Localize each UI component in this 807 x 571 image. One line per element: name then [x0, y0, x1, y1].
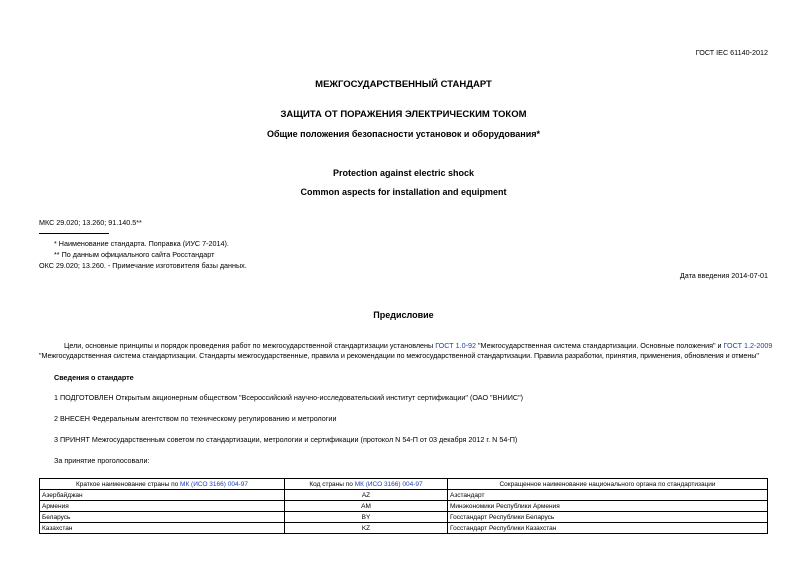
- voting-countries-table: [39, 478, 768, 534]
- country-code: KZ: [285, 523, 448, 534]
- footnote-divider: [39, 233, 109, 234]
- mk-iso-3166-link[interactable]: МК (ИСО 3166) 004-97: [354, 480, 423, 488]
- foreword-para1-text-a: Цели, основные принципы и порядок проведения работ по межгосударственной стандартизации установлены: [64, 341, 436, 350]
- standards-body: Минэкономики Республики Армения: [448, 501, 768, 512]
- foreword-para1-text-b: "Межгосударственная система стандартизации. Основные положения" и: [476, 341, 724, 350]
- header-country-code: Код страны по МК (ИСО 3166) 004-97: [285, 479, 448, 490]
- title-ru-sub: Общие положения безопасности установок и оборудования*: [266, 129, 541, 139]
- document-id: ГОСТ IEC 61140-2012: [695, 48, 768, 57]
- table-row: [40, 490, 768, 501]
- standard-info-heading: Сведения о стандарте: [54, 373, 134, 382]
- intro-date: Дата введения 2014-07-01: [679, 271, 768, 280]
- standards-body: Госстандарт Республики Казахстан: [448, 523, 768, 534]
- foreword-heading: Предисловие: [373, 310, 434, 320]
- standard-kind: МЕЖГОСУДАРСТВЕННЫЙ СТАНДАРТ: [315, 79, 492, 90]
- table-row: [40, 501, 768, 512]
- voted-label: За принятие проголосовали:: [54, 456, 150, 465]
- title-ru-main: ЗАЩИТА ОТ ПОРАЖЕНИЯ ЭЛЕКТРИЧЕСКИМ ТОКОМ: [280, 109, 527, 120]
- table-row: [40, 523, 768, 534]
- info-item-3: 3 ПРИНЯТ Межгосударственным советом по стандартизации, метрологии и сертификации (протокол N 54-П от 03 декабря 2012 г. N 54-П): [54, 435, 518, 444]
- mks-codes: МКС 29.020; 13.260; 91.140.5**: [39, 218, 142, 227]
- footnote-1: * Наименование стандарта. Поправка (ИУС 7-2014).: [54, 239, 229, 248]
- standards-body: Азстандарт: [448, 490, 768, 501]
- title-en-sub: Common aspects for installation and equipment: [300, 187, 507, 197]
- gost-1-0-92-link[interactable]: ГОСТ 1.0-92: [435, 341, 476, 350]
- info-item-1: 1 ПОДГОТОВЛЕН Открытым акционерным обществом "Всероссийский научно-исследовательский институт сертификации" (ОАО "ВНИИС"): [54, 393, 524, 402]
- country-name: Азербайджан: [40, 490, 285, 501]
- footnote-3: ОКС 29.020; 13.260. - Примечание изготовителя базы данных.: [39, 261, 247, 270]
- country-name: Армения: [40, 501, 285, 512]
- foreword-para1-line1: [64, 341, 772, 350]
- country-name: Беларусь: [40, 512, 285, 523]
- country-code: AZ: [285, 490, 448, 501]
- country-code: AM: [285, 501, 448, 512]
- country-name: Казахстан: [40, 523, 285, 534]
- standards-body: Госстандарт Республики Беларусь: [448, 512, 768, 523]
- header-standards-body: Сокращенное наименование национального органа по стандартизации: [448, 479, 768, 490]
- footnote-2: ** По данным официального сайта Росстандарт: [54, 250, 215, 259]
- table-header-row: [40, 479, 768, 490]
- info-item-2: 2 ВНЕСЕН Федеральным агентством по техническому регулированию и метрологии: [54, 414, 337, 423]
- mk-iso-3166-link[interactable]: МК (ИСО 3166) 004-97: [180, 480, 248, 488]
- title-en-main: Protection against electric shock: [332, 168, 475, 178]
- country-code: BY: [285, 512, 448, 523]
- gost-1-2-2009-link[interactable]: ГОСТ 1.2-2009: [723, 341, 773, 350]
- foreword-para1-line2: "Межгосударственная система стандартизации. Стандарты межгосударственные, правила и рекомендации по межгосударственной стандартизации. Правила разработки, принятия, применения, обновления и отмены": [39, 351, 759, 360]
- table-row: [40, 512, 768, 523]
- header-country-name: Краткое наименование страны по МК (ИСО 3166) 004-97: [40, 479, 285, 490]
